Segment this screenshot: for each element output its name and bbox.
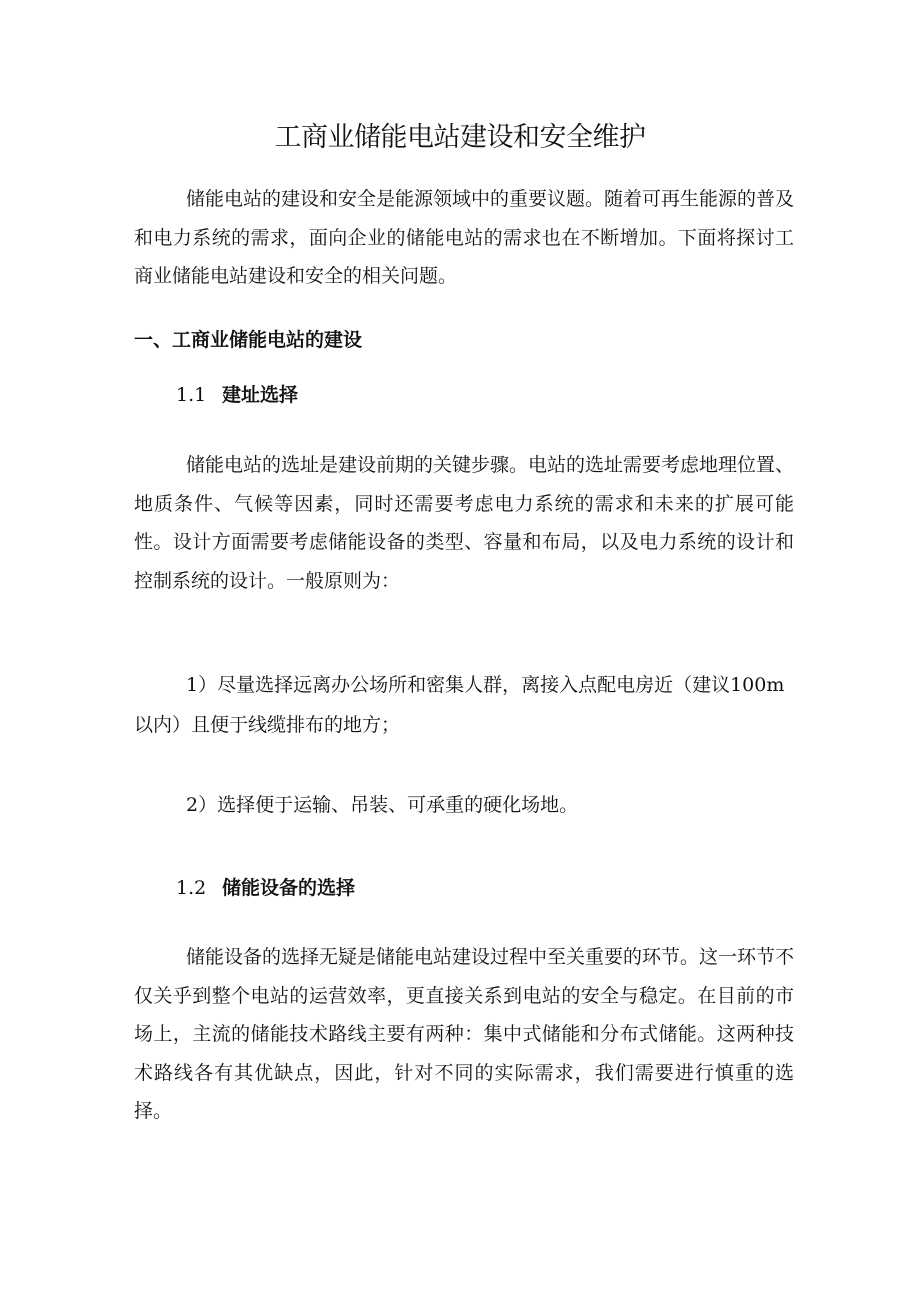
subsection-heading-1-1	[176, 380, 298, 410]
subsection-title: 建址选择	[222, 384, 299, 406]
list-item-2: 2）选择便于运输、吊装、可承重的硬化场地。	[186, 794, 579, 816]
document-title: 工商业储能电站建设和安全维护	[274, 122, 646, 153]
subsection-number: 1.1	[176, 384, 207, 406]
subsection-number: 1.2	[176, 877, 207, 899]
site-selection-paragraph: 储能电站的选址是建设前期的关键步骤。电站的选址需要考虑地理位置、地质条件、气候等因素，同时还需要考虑电力系统的需求和未来的扩展可能性。设计方面需要考虑储能设备的类型、容量和布局，以及电力系统的设计和控制系统的设计。一般原则为：	[134, 454, 795, 592]
intro-paragraph: 储能电站的建设和安全是能源领域中的重要议题。随着可再生能源的普及和电力系统的需求，面向企业的储能电站的需求也在不断增加。下面将探讨工商业储能电站建设和安全的相关问题。	[134, 188, 795, 287]
list-item-1: 1）尽量选择远离办公场所和密集人群，离接入点配电房近（建议100m以内）且便于线缆排布的地方；	[134, 674, 785, 736]
section-heading-text: 一、工商业储能电站的建设	[134, 329, 363, 351]
section-heading	[134, 325, 362, 355]
subsection-heading-1-2	[176, 873, 355, 903]
subsection-title: 储能设备的选择	[222, 877, 356, 899]
equipment-selection-paragraph: 储能设备的选择无疑是储能电站建设过程中至关重要的环节。这一环节不仅关乎到整个电站的运营效率，更直接关系到电站的安全与稳定。在目前的市场上，主流的储能技术路线主要有两种：集中式储能和分布式储能。这两种技术路线各有其优缺点，因此，针对不同的实际需求，我们需要进行慎重的选择。	[134, 946, 795, 1122]
